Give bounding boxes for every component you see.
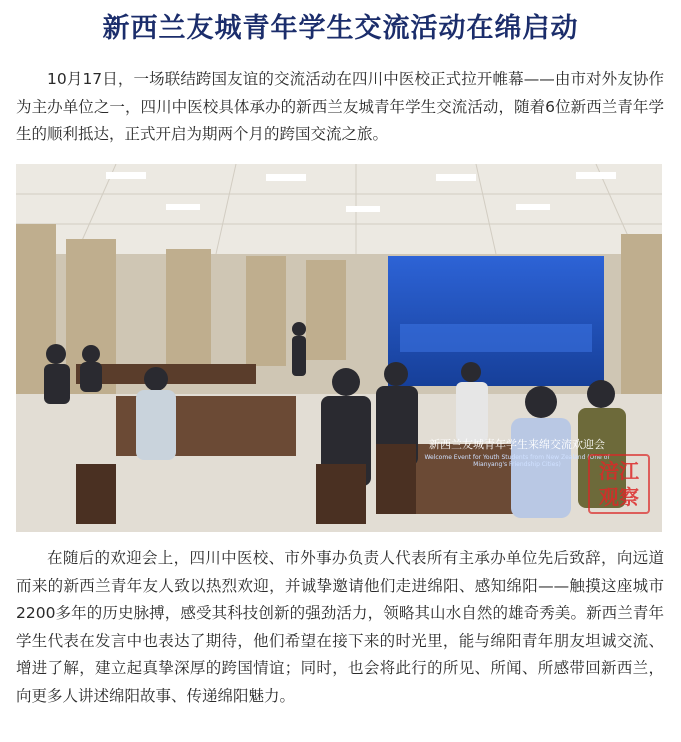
screen-subtitle: Welcome Event for Youth Students from New Zealand (One of Mianyang's Friendship Cities) (424, 454, 610, 468)
watermark-line1: 涪江 (599, 459, 639, 483)
article-title: 新西兰友城青年学生交流活动在绵启动 (102, 13, 579, 44)
watermark-logo (588, 454, 650, 514)
article-paragraph-intro: 10月17日，一场联结跨国友谊的交流活动在四川中医校正式拉开帷幕——由市对外友协作为主办单位之一，四川中医校具体承办的新西兰友城青年学生交流活动，随着6位新西兰青年学生的顺利抵达，正式开启为期两个月的跨国交流之旅。 (16, 70, 664, 143)
meeting-room-illustration (16, 164, 662, 532)
article-paragraph-welcome: 在随后的欢迎会上，四川中医校、市外事办负责人代表所有主承办单位先后致辞，向远道而来的新西兰青年友人致以热烈欢迎，并诚挚邀请他们走进绵阳、感知绵阳——触摸这座城市2200多年的历史脉搏，感受其科技创新的强劲活力，领略其山水自然的雄奇秀美。新西兰青年学生代表在发言中也表达了期待，他们希望在接下来的时光里，能与绵阳青年朋友坦诚交流、增进了解，建立起真挚深厚的跨国情谊；同时，也会将此行的所见、所闻、所感带回新西兰，向更多人讲述绵阳故事、传递绵阳魅力。 (16, 549, 664, 705)
screen-title: 新西兰友城青年学生来绵交流欢迎会 (429, 438, 605, 451)
watermark-line2: 观察 (599, 485, 639, 509)
event-photo (16, 164, 662, 532)
